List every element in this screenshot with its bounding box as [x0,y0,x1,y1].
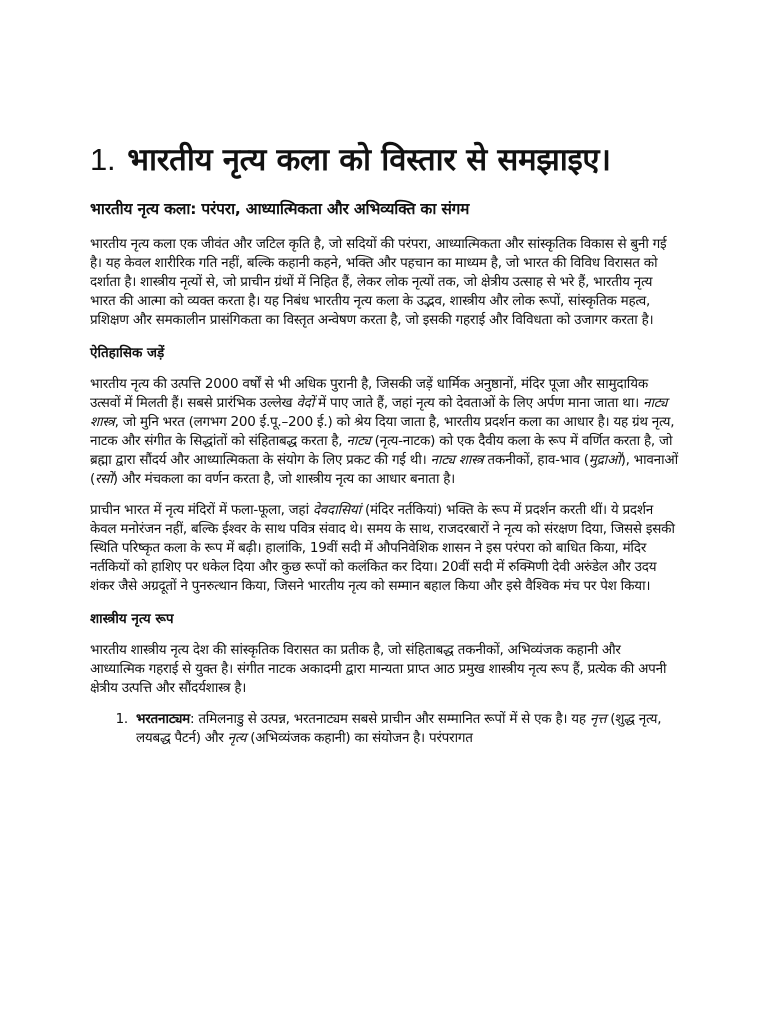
text-run: (मंदिर नर्तकियां) भक्ति के रूप में प्रदर्शन करती थीं। ये प्रदर्शन केवल मनोरंजन नहीं, बल्कि ईश्वर के साथ पवित्र संवाद थे। समय के साथ, राजदरबारों ने नृत्य को संरक्षण दिया, जिससे इसकी स्थिति परिष्कृत कला के रूप में बढ़ी। हालांकि, 19वीं सदी में औपनिवेशिक शासन ने इस परंपरा को बाधित किया, मंदिर नर्तकियों को हाशिए पर धकेल दिया और कुछ रूपों को कलंकित कर दिया। 20वीं सदी में रुक्मिणी देवी अरुंडेल और उदय शंकर जैसे अग्रदूतों ने पुनरुत्थान किया, जिसने भारतीय नृत्य को सम्मान बहाल किया और इसे वैश्विक मंच पर पेश किया। [90,502,675,594]
page-title [90,140,678,180]
italic-term-natyashastra: नाट्य शास्त्र [430,452,484,468]
list-item-term: भरतनाट्यम [136,711,190,727]
text-run: भारतीय नृत्य की उत्पत्ति 2000 वर्षों से भी अधिक पुरानी है, जिसकी जड़ें धार्मिक अनुष्ठानों, मंदिर पूजा और सामुदायिक उत्सवों में मिलती हैं। सबसे प्रारंभिक उल्लेख [90,376,648,411]
history-paragraph-2 [90,501,678,596]
list-item [132,710,678,748]
title-number: 1. [90,142,116,177]
history-paragraph-1 [90,375,678,489]
italic-term-mudras: मुद्राओं [588,452,621,468]
italic-term-nritta: नृत्त [589,711,607,727]
essay-subtitle: भारतीय नृत्य कला: परंपरा, आध्यात्मिकता और अभिव्यक्ति का संगम [90,200,470,218]
text-run: ), भावनाओं ( [90,452,678,487]
intro-paragraph: भारतीय नृत्य कला एक जीवंत और जटिल कृति है, जो सदियों की परंपरा, आध्यात्मिकता और सांस्कृतिक विकास से बुनी गई है। यह केवल शारीरिक गति नहीं, बल्कि कहानी कहने, भक्ति और पहचान का माध्यम है, जो भारत की विविध विरासत को दर्शाता है। शास्त्रीय नृत्यों से, जो प्राचीन ग्रंथों में निहित हैं, लेकर लोक नृत्यों तक, जो क्षेत्रीय उत्साह से भरे हैं, भारतीय नृत्य भारत की आत्मा को व्यक्त करता है। यह निबंध भारतीय नृत्य कला के उद्भव, शास्त्रीय और लोक रूपों, सांस्कृतिक महत्व, प्रशिक्षण और समकालीन प्रासंगिकता का विस्तृत अन्वेषण करता है, जो इसकी गहराई और विविधता को उजागर करता है। [90,236,667,328]
text-run: (अभिव्यंजक कहानी) का संयोजन है। परंपरागत [246,730,473,746]
history-heading: ऐतिहासिक जड़ें [90,345,165,361]
classical-intro-paragraph: भारतीय शास्त्रीय नृत्य देश की सांस्कृतिक विरासत का प्रतीक है, जो संहिताबद्ध तकनीकों, अभिव्यंजक कहानी और आध्यात्मिक गहराई से युक्त है। संगीत नाटक अकादमी द्वारा मान्यता प्राप्त आठ प्रमुख शास्त्रीय नृत्य रूप हैं, प्रत्येक की अपनी क्षेत्रीय उत्पत्ति और सौंदर्यशास्त्र है। [90,642,667,696]
classical-forms-list [90,710,678,748]
text-run: प्राचीन भारत में नृत्य मंदिरों में फला-फूला, जहां [90,502,313,518]
italic-term-natya: नाट्य [346,433,371,449]
text-run: , जो मुनि भरत (लगभग 200 ई.पू.–200 ई.) को श्रेय दिया जाता है, भारतीय प्रदर्शन कला का आधार है। यह ग्रंथ नृत्य, नाटक और संगीत के सिद्धांतों को संहिताबद्ध करता है, [90,414,675,449]
text-run: ) और मंचकला का वर्णन करता है, जो शास्त्रीय नृत्य का आधार बनाता है। [112,471,456,487]
text-run: (नृत्य-नाटक) को एक दैवीय कला के रूप में वर्णित करता है, जो ब्रह्मा द्वारा सौंदर्य और आध्यात्मिकता के संयोग के लिए प्रकट की गई थी। [90,433,673,468]
title-text: भारतीय नृत्य कला को विस्तार से समझाइए। [127,142,611,178]
italic-term-nritya: नृत्य [227,730,247,746]
italic-term-devadasis: देवदासियां [312,502,361,518]
classical-heading: शास्त्रीय नृत्य रूप [90,611,174,627]
italic-term-vedas: वेदों [296,395,315,411]
text-run: (शुद्ध नृत्य, लयबद्ध पैटर्न) और [136,711,662,746]
italic-term-rasas: रसों [95,471,113,487]
text-run: : तमिलनाडु से उत्पन्न, भरतनाट्यम सबसे प्राचीन और सम्मानित रूपों में से एक है। यह [189,711,590,727]
text-run: में पाए जाते हैं, जहां नृत्य को देवताओं के लिए अर्पण माना जाता था। [314,395,643,411]
italic-term-natyashastra: नाट्य शास्त्र [90,395,668,430]
text-run: तकनीकों, हाव-भाव ( [483,452,589,468]
